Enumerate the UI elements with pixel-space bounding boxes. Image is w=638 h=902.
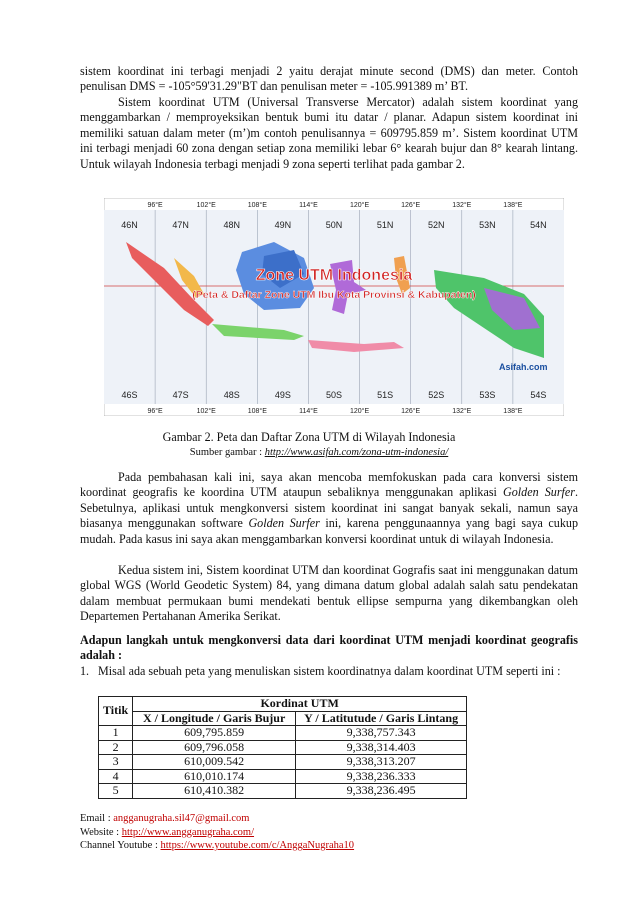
table-row: [99, 755, 467, 770]
cell-y: 9,338,236.333: [296, 769, 467, 784]
cell-x: 610,009.542: [133, 755, 296, 770]
utm-table: [98, 696, 467, 799]
cell-x: 609,796.058: [133, 740, 296, 755]
col-x: X / Longitude / Garis Bujur: [133, 711, 296, 726]
col-y: Y / Latitutude / Garis Lintang: [296, 711, 467, 726]
south-zone-label: 52S: [428, 390, 445, 400]
top-tick-label: 102°E: [196, 202, 216, 209]
cell-y: 9,338,757.343: [296, 726, 467, 741]
south-zone-label: 47S: [172, 390, 189, 400]
cell-titik: 4: [99, 769, 133, 784]
cell-titik: 5: [99, 784, 133, 799]
p3-text-e: ini, karena penggunaannya yang bagi saya cukup mudah. Pada kasus ini saya akan menggambarkan konversi koordinat untuk di wilayah Indonesia.: [80, 516, 578, 546]
map-subtitle: (Peta & Daftar Zone UTM Ibu Kota Provinsi & Kabupaten): [192, 289, 476, 301]
south-zone-label: 46S: [121, 390, 138, 400]
p3-software-name: Golden Surfer: [503, 485, 575, 500]
bottom-tick-label: 132°E: [452, 408, 472, 415]
cell-x: 610,010.174: [133, 769, 296, 784]
north-zone-label: 54N: [530, 220, 547, 230]
table-row: [99, 784, 467, 799]
north-zone-label: 53N: [479, 220, 496, 230]
p3-software-name-2: Golden Surfer: [248, 516, 320, 531]
cell-titik: 3: [99, 755, 133, 770]
section-heading: Adapun langkah untuk mengkonversi data dari koordinat UTM menjadi koordinat geografis adalah :: [80, 633, 578, 663]
bottom-tick-label: 102°E: [196, 408, 216, 415]
step-text: Misal ada sebuah peta yang menuliskan sistem koordinatnya dalam koordinat UTM seperti ini :: [98, 664, 561, 678]
north-zone-labels: [121, 220, 546, 230]
north-zone-label: 50N: [325, 220, 343, 230]
table-row: [99, 740, 467, 755]
col-titik: Titik: [99, 697, 133, 726]
cell-y: 9,338,314.403: [296, 740, 467, 755]
table-body: [99, 726, 467, 799]
top-tick-label: 114°E: [299, 202, 318, 209]
north-zone-label: 52N: [427, 220, 445, 230]
map-watermark: Asifah.com: [499, 362, 548, 372]
top-tick-label: 96°E: [147, 202, 163, 209]
top-tick-label: 120°E: [349, 202, 370, 209]
footer-youtube-line: [80, 839, 578, 853]
south-zone-labels: [122, 390, 547, 400]
footer-website-line: [80, 826, 578, 840]
p3-text-a: Pada pembahasan kali ini, saya akan mencoba memfokuskan pada cara konversi sistem koordinat geografis ke koordina UTM ataupun sebaliknya menggunakan aplikasi: [80, 470, 578, 500]
table-row: [99, 769, 467, 784]
youtube-link[interactable]: https://www.youtube.com/c/AnggaNugraha10: [160, 840, 355, 851]
col-group-utm: Kordinat UTM: [133, 697, 467, 712]
south-zone-label: 54S: [530, 390, 547, 400]
footer: [80, 812, 578, 853]
north-zone-label: 49N: [274, 220, 292, 230]
step-1: [80, 664, 578, 679]
email-label: Email :: [80, 813, 114, 824]
figure-source: [0, 447, 638, 458]
bottom-tick-label: 138°E: [503, 408, 523, 415]
cell-y: 9,338,236.495: [296, 784, 467, 799]
cell-titik: 1: [99, 726, 133, 741]
website-label: Website :: [80, 826, 122, 838]
cell-titik: 2: [99, 740, 133, 755]
south-zone-label: 48S: [223, 390, 240, 400]
utm-zone-map: [104, 198, 564, 416]
cell-x: 609,795.859: [133, 726, 296, 741]
top-tick-label: 138°E: [503, 202, 523, 209]
north-zone-label: 46N: [121, 220, 138, 230]
p3-text-c: . Sebetulnya, aplikasi untuk mengkonversi sistem koordinat ini sangat banyak sekali, namun saya biasanya menggunakan software: [80, 485, 578, 531]
youtube-label: Channel Youtube :: [80, 840, 161, 851]
bottom-tick-label: 120°E: [349, 408, 370, 415]
cell-y: 9,338,313.207: [296, 755, 467, 770]
paragraph-utm-definition: Sistem koordinat UTM (Universal Transverse Mercator) adalah sistem koordinat yang menggambarkan / memproyeksikan bentuk bumi itu datar / planar. Adapun sistem koordinat ini memiliki satuan dalam meter (m’)m contoh penulisannya = 609795.859 m’. Sistem koordinat UTM ini terbagi menjadi 60 zona dengan setiap zona memiliki lebar 6° kearah bujur dan 8° kearah lintang. Untuk wilayah Indonesia terbagi menjadi 9 zona seperti terlihat pada gambar 2.: [80, 95, 578, 171]
paragraph-dms: sistem koordinat ini terbagi menjadi 2 yaitu derajat minute second (DMS) dan meter. Contoh penulisan DMS = -105°59'31.29"BT dan penulisan meter = -105.991389 m’ BT.: [80, 64, 578, 94]
step-number: 1.: [80, 664, 90, 678]
bottom-tick-label: 126°E: [401, 408, 421, 415]
south-zone-label: 53S: [479, 390, 496, 400]
figure-caption: Gambar 2. Peta dan Daftar Zona UTM di Wilayah Indonesia: [162, 430, 456, 444]
figure-source-link[interactable]: http://www.asifah.com/zona-utm-indonesia/: [264, 447, 449, 458]
bottom-tick-label: 96°E: [147, 408, 163, 415]
paragraph-focus: [80, 470, 578, 547]
bottom-tick-label: 114°E: [299, 408, 318, 415]
map-title: Zone UTM Indonesia: [255, 267, 413, 284]
table-row: [99, 726, 467, 741]
south-zone-label: 49S: [274, 390, 291, 400]
top-tick-label: 108°E: [247, 202, 267, 209]
email-link[interactable]: angganugraha.sil47@gmail.com: [113, 813, 250, 824]
top-tick-label: 126°E: [401, 202, 421, 209]
north-zone-label: 47N: [172, 220, 189, 230]
website-link[interactable]: http://www.angganugraha.com/: [121, 826, 255, 838]
figure-source-label: Sumber gambar :: [189, 447, 265, 458]
bottom-tick-label: 108°E: [247, 408, 267, 415]
top-tick-label: 132°E: [452, 202, 472, 209]
south-zone-label: 50S: [325, 390, 343, 400]
south-zone-label: 51S: [377, 390, 394, 400]
cell-x: 610,410.382: [133, 784, 296, 799]
north-zone-label: 51N: [376, 220, 394, 230]
footer-email-line: [80, 812, 578, 826]
paragraph-datum: Kedua sistem ini, Sistem koordinat UTM dan koordinat Gografis saat ini menggunakan datum global WGS (World Geodetic System) 84, yang dimana datum global adalah salah satu pendekatan dalam membuat permukaan bumi mendekati bentuk ellipse sempurna yang dikembangkan oleh Departemen Pertahanan Amerika Serikat.: [80, 563, 578, 624]
north-zone-label: 48N: [223, 220, 241, 230]
